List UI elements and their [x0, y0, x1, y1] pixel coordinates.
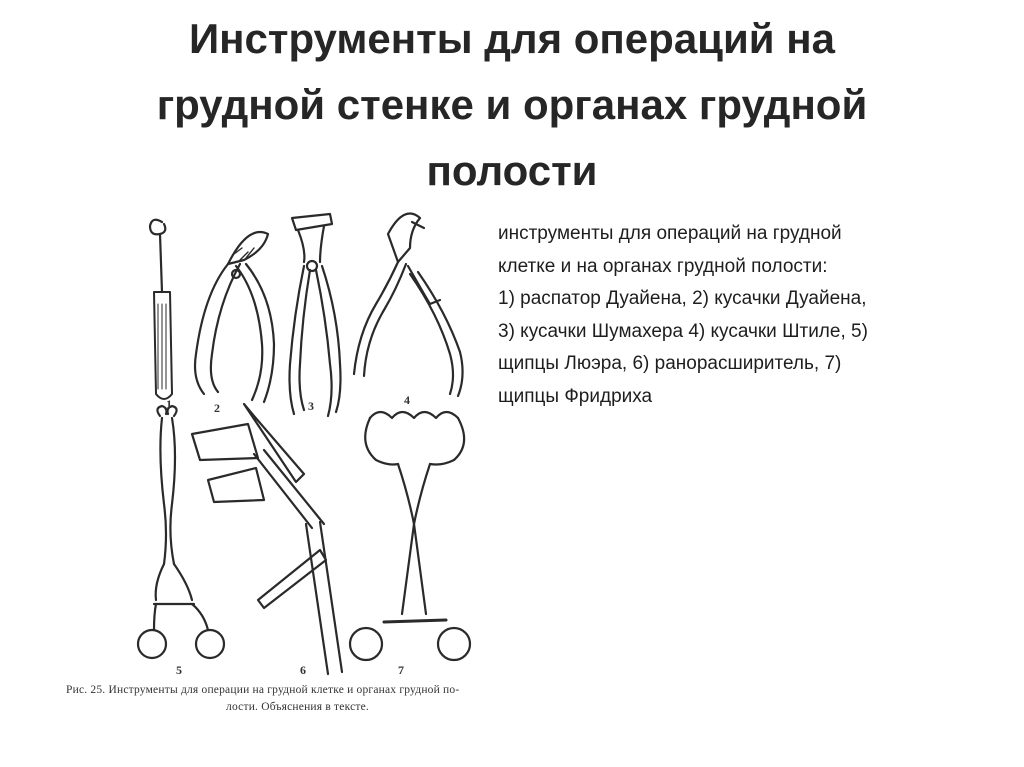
raspatory-drawing: [150, 220, 172, 399]
number-3: 3: [308, 399, 314, 413]
number-2: 2: [214, 401, 220, 415]
instruments-figure: [58, 204, 530, 720]
figure-caption-line-1: Рис. 25. Инструменты для операции на грудной клетке и органах грудной по-: [66, 684, 460, 696]
title-line-3: полости: [426, 147, 598, 194]
description-line-3: 1) распатор Дуайена, 2) кусачки Дуайена,: [498, 288, 867, 309]
instruments-illustration: [58, 204, 530, 682]
description-text: [498, 218, 978, 413]
luer-forceps-drawing: [138, 406, 224, 658]
stille-rongeurs-drawing: [354, 214, 463, 396]
doyen-rongeurs-drawing: [195, 232, 274, 402]
title-line-1: Инструменты для операций на: [188, 15, 836, 62]
friedrich-forceps-drawing: [350, 412, 470, 660]
instrument-numbers: [166, 393, 410, 677]
number-7: 7: [398, 663, 404, 677]
figure-caption: [66, 682, 530, 716]
rib-retractor-drawing: [192, 404, 342, 674]
description-line-2: клетке и на органах грудной полости:: [498, 255, 828, 277]
description-line-6: щипцы Фридриха: [498, 385, 653, 407]
description-line-1: инструменты для операций на грудной: [498, 223, 842, 244]
number-5: 5: [176, 663, 182, 677]
title-line-2: грудной стенке и органах грудной: [156, 81, 868, 128]
number-6: 6: [300, 663, 306, 677]
number-1: 1: [166, 397, 172, 411]
description-line-4: 3) кусачки Шумахера 4) кусачки Штиле, 5): [498, 320, 868, 342]
schumacher-rongeurs-drawing: [290, 214, 341, 416]
figure-caption-line-2: лости. Объяснения в тексте.: [226, 701, 369, 713]
description-line-5: щипцы Люэра, 6) ранорасширитель, 7): [498, 353, 842, 374]
slide-title: [40, 6, 984, 204]
number-4: 4: [404, 393, 410, 407]
